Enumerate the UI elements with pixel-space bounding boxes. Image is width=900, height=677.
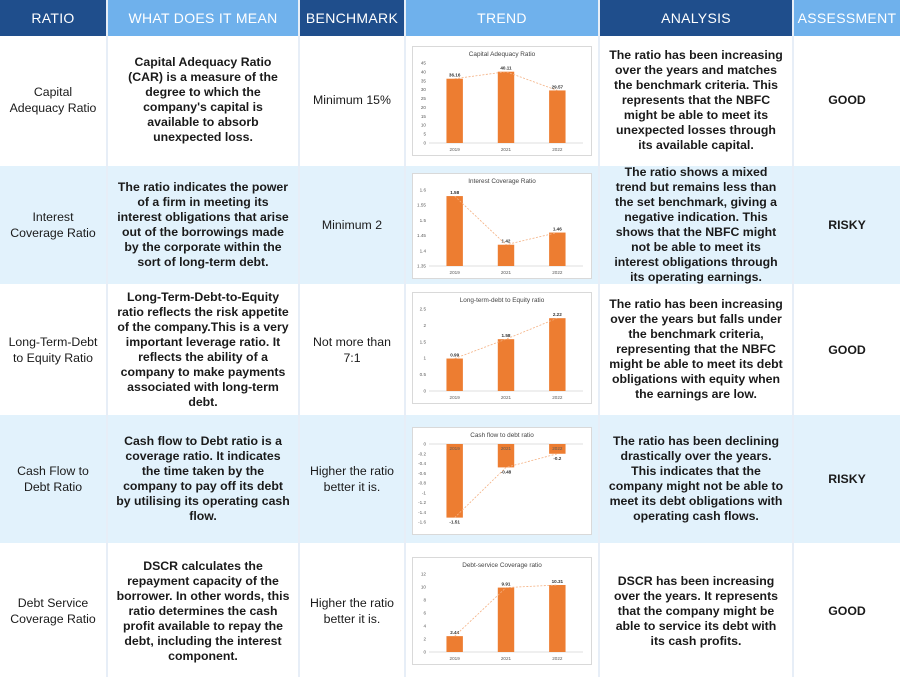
y-tick-label: 1.55 xyxy=(417,202,426,208)
ratio-name: Long-Term-Debt to Equity Ratio xyxy=(8,334,98,365)
trend-line xyxy=(455,196,558,245)
ratio-assessment: GOOD xyxy=(828,342,866,357)
data-label: 36.16 xyxy=(448,72,461,78)
y-tick-label: 2 xyxy=(423,636,426,642)
x-tick-label: 2021 xyxy=(500,656,512,661)
trend-chart xyxy=(412,427,592,535)
x-tick-label: 2019 xyxy=(449,395,460,400)
header-meaning: WHAT DOES IT MEAN xyxy=(108,0,298,36)
data-label: 2.44 xyxy=(450,630,460,636)
column-divider xyxy=(598,0,600,677)
table-row xyxy=(0,415,900,543)
y-tick-label: 2 xyxy=(423,322,426,328)
y-tick-label: 0 xyxy=(423,140,426,146)
ratio-meaning: Cash flow to Debt ratio is a coverage ratio. It indicates the time taken by the company to pay off its debt by utilising its operating cash flow. xyxy=(116,434,290,523)
ratio-meaning: Capital Adequacy Ratio (CAR) is a measure of the degree to which the company's capital is available to absorb unexpected loss. xyxy=(128,55,278,144)
x-tick-label: 2022 xyxy=(552,395,563,400)
chart-title: Cash flow to debt ratio xyxy=(470,432,534,439)
ratio-analysis: The ratio has been increasing over the years but falls under the benchmark criteria, representing that the NBFC might be able to meet its debt obligations with equity when the earnings are low. xyxy=(609,297,783,401)
y-tick-label: 2.5 xyxy=(419,306,426,312)
ratio-meaning: The ratio indicates the power of a firm in meeting its interest obligations that arise out of the borrowings made by the corporate within the sort of long-term debt. xyxy=(117,180,289,269)
x-tick-label: 2022 xyxy=(552,446,563,451)
data-label: -1.51 xyxy=(449,519,460,525)
ratio-name: Capital Adequacy Ratio xyxy=(9,85,97,115)
y-tick-label: 6 xyxy=(423,610,426,616)
y-tick-label: 0 xyxy=(423,441,426,447)
y-tick-label: -0.8 xyxy=(418,480,426,486)
ratio-benchmark: Minimum 15% xyxy=(313,93,391,107)
ratio-name: Interest Coverage Ratio xyxy=(10,210,96,240)
chart-title: Interest Coverage Ratio xyxy=(468,178,536,185)
column-divider xyxy=(106,0,108,677)
ratio-benchmark: Not more than 7:1 xyxy=(313,334,391,365)
data-label: -0.2 xyxy=(553,455,562,461)
y-tick-label: 0 xyxy=(423,649,426,655)
y-tick-label: -1.6 xyxy=(418,519,426,525)
x-tick-label: 2021 xyxy=(500,395,512,400)
chart-bar xyxy=(446,359,462,391)
y-tick-label: 45 xyxy=(420,60,426,66)
ratio-assessment: GOOD xyxy=(828,93,866,107)
y-tick-label: 1.6 xyxy=(419,187,426,193)
header-trend: TREND xyxy=(406,0,598,36)
column-divider xyxy=(404,0,406,677)
header-benchmark: BENCHMARK xyxy=(300,0,404,36)
y-tick-label: 30 xyxy=(420,87,426,93)
chart-bar xyxy=(498,72,514,143)
y-tick-label: -1 xyxy=(421,490,426,496)
x-tick-label: 2022 xyxy=(552,656,563,661)
y-tick-label: 1 xyxy=(423,355,426,361)
chart-bar xyxy=(446,196,462,266)
ratio-name: Cash Flow to Debt Ratio xyxy=(17,464,89,494)
y-tick-label: 20 xyxy=(420,104,426,110)
y-tick-label: -1.4 xyxy=(418,509,426,515)
data-label: 1.42 xyxy=(501,238,511,244)
data-label: 40.11 xyxy=(500,65,512,71)
data-label: 9.91 xyxy=(501,581,511,587)
data-label: 29.57 xyxy=(551,84,564,90)
ratio-meaning: DSCR calculates the repayment capacity of the borrower. In other words, this ratio determines the cash profit available to repay the debt, including the interest component. xyxy=(116,558,290,663)
chart-bar xyxy=(446,444,462,518)
data-label: 2.22 xyxy=(552,312,562,318)
ratio-analysis: The ratio has been increasing over the years and matches the benchmark criteria. This represents that the NBFC might be able to meet its unexpected losses through its available capital. xyxy=(609,47,783,152)
chart-bar xyxy=(549,318,565,391)
ratio-analysis: The ratio shows a mixed trend but remains less than the set benchmark, giving a negative indication. This shows that the NBFC might not be able to meet its interest obligations through its operating earnings. xyxy=(614,165,778,284)
x-tick-label: 2022 xyxy=(552,270,563,275)
y-tick-label: 15 xyxy=(420,113,426,119)
chart-bar xyxy=(446,636,462,652)
ratio-benchmark: Minimum 2 xyxy=(321,218,383,232)
chart-title: Long-term-debt to Equity ratio xyxy=(459,297,545,304)
chart-title: Capital Adequacy Ratio xyxy=(468,51,536,58)
y-tick-label: 10 xyxy=(420,584,426,590)
table-row xyxy=(0,545,900,677)
data-label: 0.99 xyxy=(450,352,460,358)
chart-bar xyxy=(446,79,462,143)
trend-chart xyxy=(412,292,592,404)
y-tick-label: 1.4 xyxy=(419,248,426,254)
y-tick-label: 1.45 xyxy=(417,233,426,239)
header-analysis: ANALYSIS xyxy=(600,0,792,36)
y-tick-label: 1.35 xyxy=(417,263,426,269)
y-tick-label: 12 xyxy=(420,571,426,577)
x-tick-label: 2019 xyxy=(449,147,460,152)
ratio-benchmark: Higher the ratio better it is. xyxy=(309,596,395,626)
chart-bar xyxy=(498,588,514,652)
data-label: 1.46 xyxy=(552,226,562,232)
x-tick-label: 2021 xyxy=(500,270,512,275)
table-row xyxy=(0,36,900,164)
y-tick-label: 25 xyxy=(420,96,426,102)
ratio-assessment: RISKY xyxy=(828,472,866,486)
trend-chart xyxy=(412,173,592,279)
table-row xyxy=(0,286,900,413)
chart-bar xyxy=(549,585,565,652)
y-tick-label: 5 xyxy=(423,131,426,137)
ratio-assessment: RISKY xyxy=(828,218,866,232)
y-tick-label: 10 xyxy=(420,122,426,128)
chart-title: Debt-service Coverage ratio xyxy=(462,562,542,569)
ratio-meaning: Long-Term-Debt-to-Equity ratio reflects the risk appetite of the company.This is a very important leverage ratio. It reflects the ability of a company to make payments associated with long-term debt. xyxy=(117,289,289,409)
y-tick-label: 35 xyxy=(420,78,426,84)
x-tick-label: 2019 xyxy=(449,656,460,661)
x-tick-label: 2019 xyxy=(449,446,460,451)
y-tick-label: -0.6 xyxy=(418,470,426,476)
y-tick-label: 0.5 xyxy=(419,372,426,378)
chart-bar xyxy=(549,233,565,266)
data-label: 1.58 xyxy=(450,190,460,196)
ratio-analysis: DSCR has been increasing over the years. It represents that the company might be able to service its debt with its cash profits. xyxy=(613,573,779,648)
y-tick-label: 4 xyxy=(423,623,426,629)
ratio-assessment: GOOD xyxy=(828,604,866,618)
y-tick-label: 1.5 xyxy=(419,339,426,345)
header-assessment: ASSESSMENT xyxy=(794,0,900,36)
x-tick-label: 2021 xyxy=(500,446,512,451)
header-ratio: RATIO xyxy=(0,0,106,36)
column-divider xyxy=(298,0,300,677)
ratio-benchmark: Higher the ratio better it is. xyxy=(309,464,395,494)
y-tick-label: 40 xyxy=(420,69,426,75)
column-divider xyxy=(792,0,794,677)
y-tick-label: -1.2 xyxy=(418,500,426,505)
y-tick-label: 8 xyxy=(423,597,426,603)
chart-bar xyxy=(498,339,514,391)
chart-bar xyxy=(498,245,514,266)
trend-chart xyxy=(412,557,592,665)
trend-chart xyxy=(412,46,592,156)
y-tick-label: 0 xyxy=(423,388,426,394)
table-row xyxy=(0,166,900,284)
data-label: 10.31 xyxy=(551,578,564,584)
data-label: -0.48 xyxy=(500,469,512,475)
x-tick-label: 2022 xyxy=(552,147,563,152)
y-tick-label: -0.2 xyxy=(418,451,426,457)
x-tick-label: 2019 xyxy=(449,270,460,275)
chart-bar xyxy=(549,90,565,143)
x-tick-label: 2021 xyxy=(500,147,512,152)
table-header xyxy=(0,0,900,36)
ratio-name: Debt Service Coverage Ratio xyxy=(10,596,96,626)
data-label: 1.58 xyxy=(501,333,511,339)
y-tick-label: -0.4 xyxy=(418,461,426,466)
ratio-analysis: The ratio has been declining drastically over the years. This indicates that the company might not be able to meet its debt obligations with operating cash flows. xyxy=(608,434,784,523)
y-tick-label: 1.5 xyxy=(419,217,426,223)
